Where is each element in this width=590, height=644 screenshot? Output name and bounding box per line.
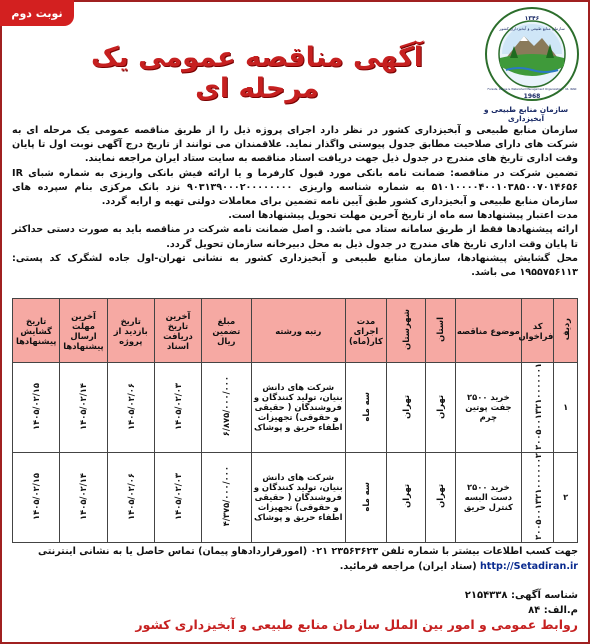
cell-duration: سه ماه [346,452,387,542]
header-subject: موضوع مناقصه [455,299,522,363]
publication-badge: نوبت دوم [0,0,74,26]
header-row-number: ردیف [554,299,578,363]
cell-county: تهران [386,452,425,542]
contact-suffix: (ستاد ایران) مراجعه فرمائید. [339,561,477,572]
notice-code-value: ۸۴ [528,605,541,616]
cell-grade: شرکت های دانش بنیان، تولید کنندگان و فروشندگان ( حقیقی و حقوقی) تجهیزات اطفاء حریق و پوشاک [251,452,346,542]
table-row [13,363,578,453]
cell-code: ۲۰۰۵۰۰۱۳۲۱۰۰۰۰۰۰۲ [522,452,554,542]
cell-subject: خرید ۲۵۰۰ دست البسه کنترل حریق [455,452,522,542]
cell-opening-date: ۱۴۰۵/۰۲/۱۵ [13,363,60,453]
page-title: آگهی مناقصه عمومی یک مرحله ای [90,42,424,104]
header-grade: رتبه ورشته [251,299,346,363]
cell-guarantee: ۴/۳۷۵/۰۰۰/۰۰۰ [202,452,251,542]
notice-code [428,603,578,618]
logo-arc-text: سازمان منابع طبیعی و آبخیزداری کشور [499,26,565,31]
paragraph-guarantee: تضمین شرکت در مناقصه: ضمانت نامه بانکی مورد قبول کارفرما و یا ارائه فیش بانکی واریزی به شماره شبای IR ۵۱۰۱۰۰۰۰۴۰۰۱۰۳۸۵۰۰۷۰۱۴۶۵۶ به شماره شناسه واریزی ۹۰۳۱۳۹۰۰۰۲۰۰۰۰۰۰۰۰ نزد بانک مرکزی بنام سپرده های سازمان منابع طبیعی و آبخیزداری کشور طبق آیین نامه تضمین برای معاملات دولتی تهیه و ارایه گردد. [12,167,578,208]
cell-opening-date: ۱۴۰۵/۰۲/۱۵ [13,452,60,542]
notice-meta [428,588,578,618]
cell-county: تهران [386,363,425,453]
header-province: استان [425,299,455,363]
contact-info [12,544,578,574]
cell-visit-date: ۱۴۰۵/۰۲/۰۶ [107,363,154,453]
tender-table [12,298,578,540]
logo-year-bottom: 1968 [523,93,541,100]
header-code: کد فراخوان [522,299,554,363]
logo-caption: سازمان منابع طبیعی و آبخیزداری [483,105,569,123]
header-opening-date: تاریخ گشایش پیشنهادها [13,299,60,363]
cell-province: تهران [425,363,455,453]
table-header-row [13,299,578,363]
paragraph-validity: مدت اعتبار پیشنهادها سه ماه از تاریخ آخرین مهلت تحویل پیشنهادها است. [228,210,578,222]
cell-visit-date: ۱۴۰۵/۰۲/۰۶ [107,452,154,542]
header-county: شهرستان [386,299,425,363]
header-guarantee: مبلغ تضمین ریال [202,299,251,363]
public-relations-footer: روابط عمومی و امور بین الملل سازمان منابع طبیعی و آبخیزداری کشور [135,617,578,632]
notice-id-value: ۲۱۵۴۳۳۸ [464,590,508,601]
cell-guarantee: ۶/۸۷۵/۰۰۰/۰۰۰ [202,363,251,453]
notice-code-label: م.الف: [543,605,578,616]
cell-row-number: ۲ [554,452,578,542]
notice-id [428,588,578,603]
header-receive-date: آخرین تاریخ دریافت اسناد [154,299,201,363]
cell-receive-date: ۱۴۰۵/۰۲/۰۳ [154,363,201,453]
cell-grade: شرکت های دانش بنیان، تولید کنندگان و فروشندگان ( حقیقی و حقوقی) تجهیزات اطفاء حریق و پوشاک [251,363,346,453]
setadiran-link[interactable]: http://Setadiran.ir [479,561,578,572]
header-visit-date: تاریخ بازدید از پروژه [107,299,154,363]
cell-subject: خرید ۲۵۰۰ جفت پوتین چرم [455,363,522,453]
cell-deadline: ۱۴۰۵/۰۲/۱۴ [60,363,107,453]
logo-year-top: ۱۳۴۶ [524,15,540,22]
header-deadline: آخرین مهلت ارسال پیشنهادها [60,299,107,363]
cell-code: ۲۰۰۵۰۰۱۳۲۱۰۰۰۰۰۰۱ [522,363,554,453]
paragraph-submission: ارائه پیشنهادها فقط از طریق سامانه ستاد می باشد. و اصل ضمانت نامه شرکت در مناقصه باید به صورت دستی حداکثر تا پایان وقت اداری تاریخ های مندرج در جدول ذیل به محل دبیرخانه سازمان تحویل گردد. [12,224,578,250]
cell-deadline: ۱۴۰۵/۰۲/۱۴ [60,452,107,542]
cell-receive-date: ۱۴۰۵/۰۲/۰۳ [154,452,201,542]
cell-province: تهران [425,452,455,542]
notice-body [12,124,578,280]
organization-logo [484,6,580,106]
paragraph-opening-location: محل گشایش پیشنهادها، سازمان منابع طبیعی و آبخیزداری کشور به نشانی تهران-اول جاده لشگرک کد پستی: ۱۹۵۵۷۵۶۱۱۳ می باشد. [12,252,578,279]
notice-id-label: شناسه آگهی: [510,590,578,601]
logo-english-text: Forests, Range & Watershed Management Organization - I.R. IRAN [487,87,577,91]
cell-duration: سه ماه [346,363,387,453]
paragraph-intro: سازمان منابع طبیعی و آبخیزداری کشور در نظر دارد اجرای پروژه ذیل را از طریق مناقصه عمومی یک مرحله ای به شرکت های دارای صلاحیت مطابق جدول پیوستی واگذار نماید. علاقمندان می توانند از تاریخ درج آگهی نوبت اول تا پایان وقت اداری تاریخ های مندرج در جدول ذیل جهت دریافت اسناد مناقصه به سایت ستاد ایران مراجعه نمایند. [12,125,578,165]
table-row [13,452,578,542]
cell-row-number: ۱ [554,363,578,453]
header [8,6,582,123]
header-duration: مدت اجرای کار(ماه) [346,299,387,363]
contact-text: جهت کسب اطلاعات بیشتر با شماره تلفن ۲۳۵۶۳۶۲۳ ۰۲۱ (امورقراردادهاو پیمان) تماس حاصل یا به نشانی اینترنتی [37,546,578,557]
